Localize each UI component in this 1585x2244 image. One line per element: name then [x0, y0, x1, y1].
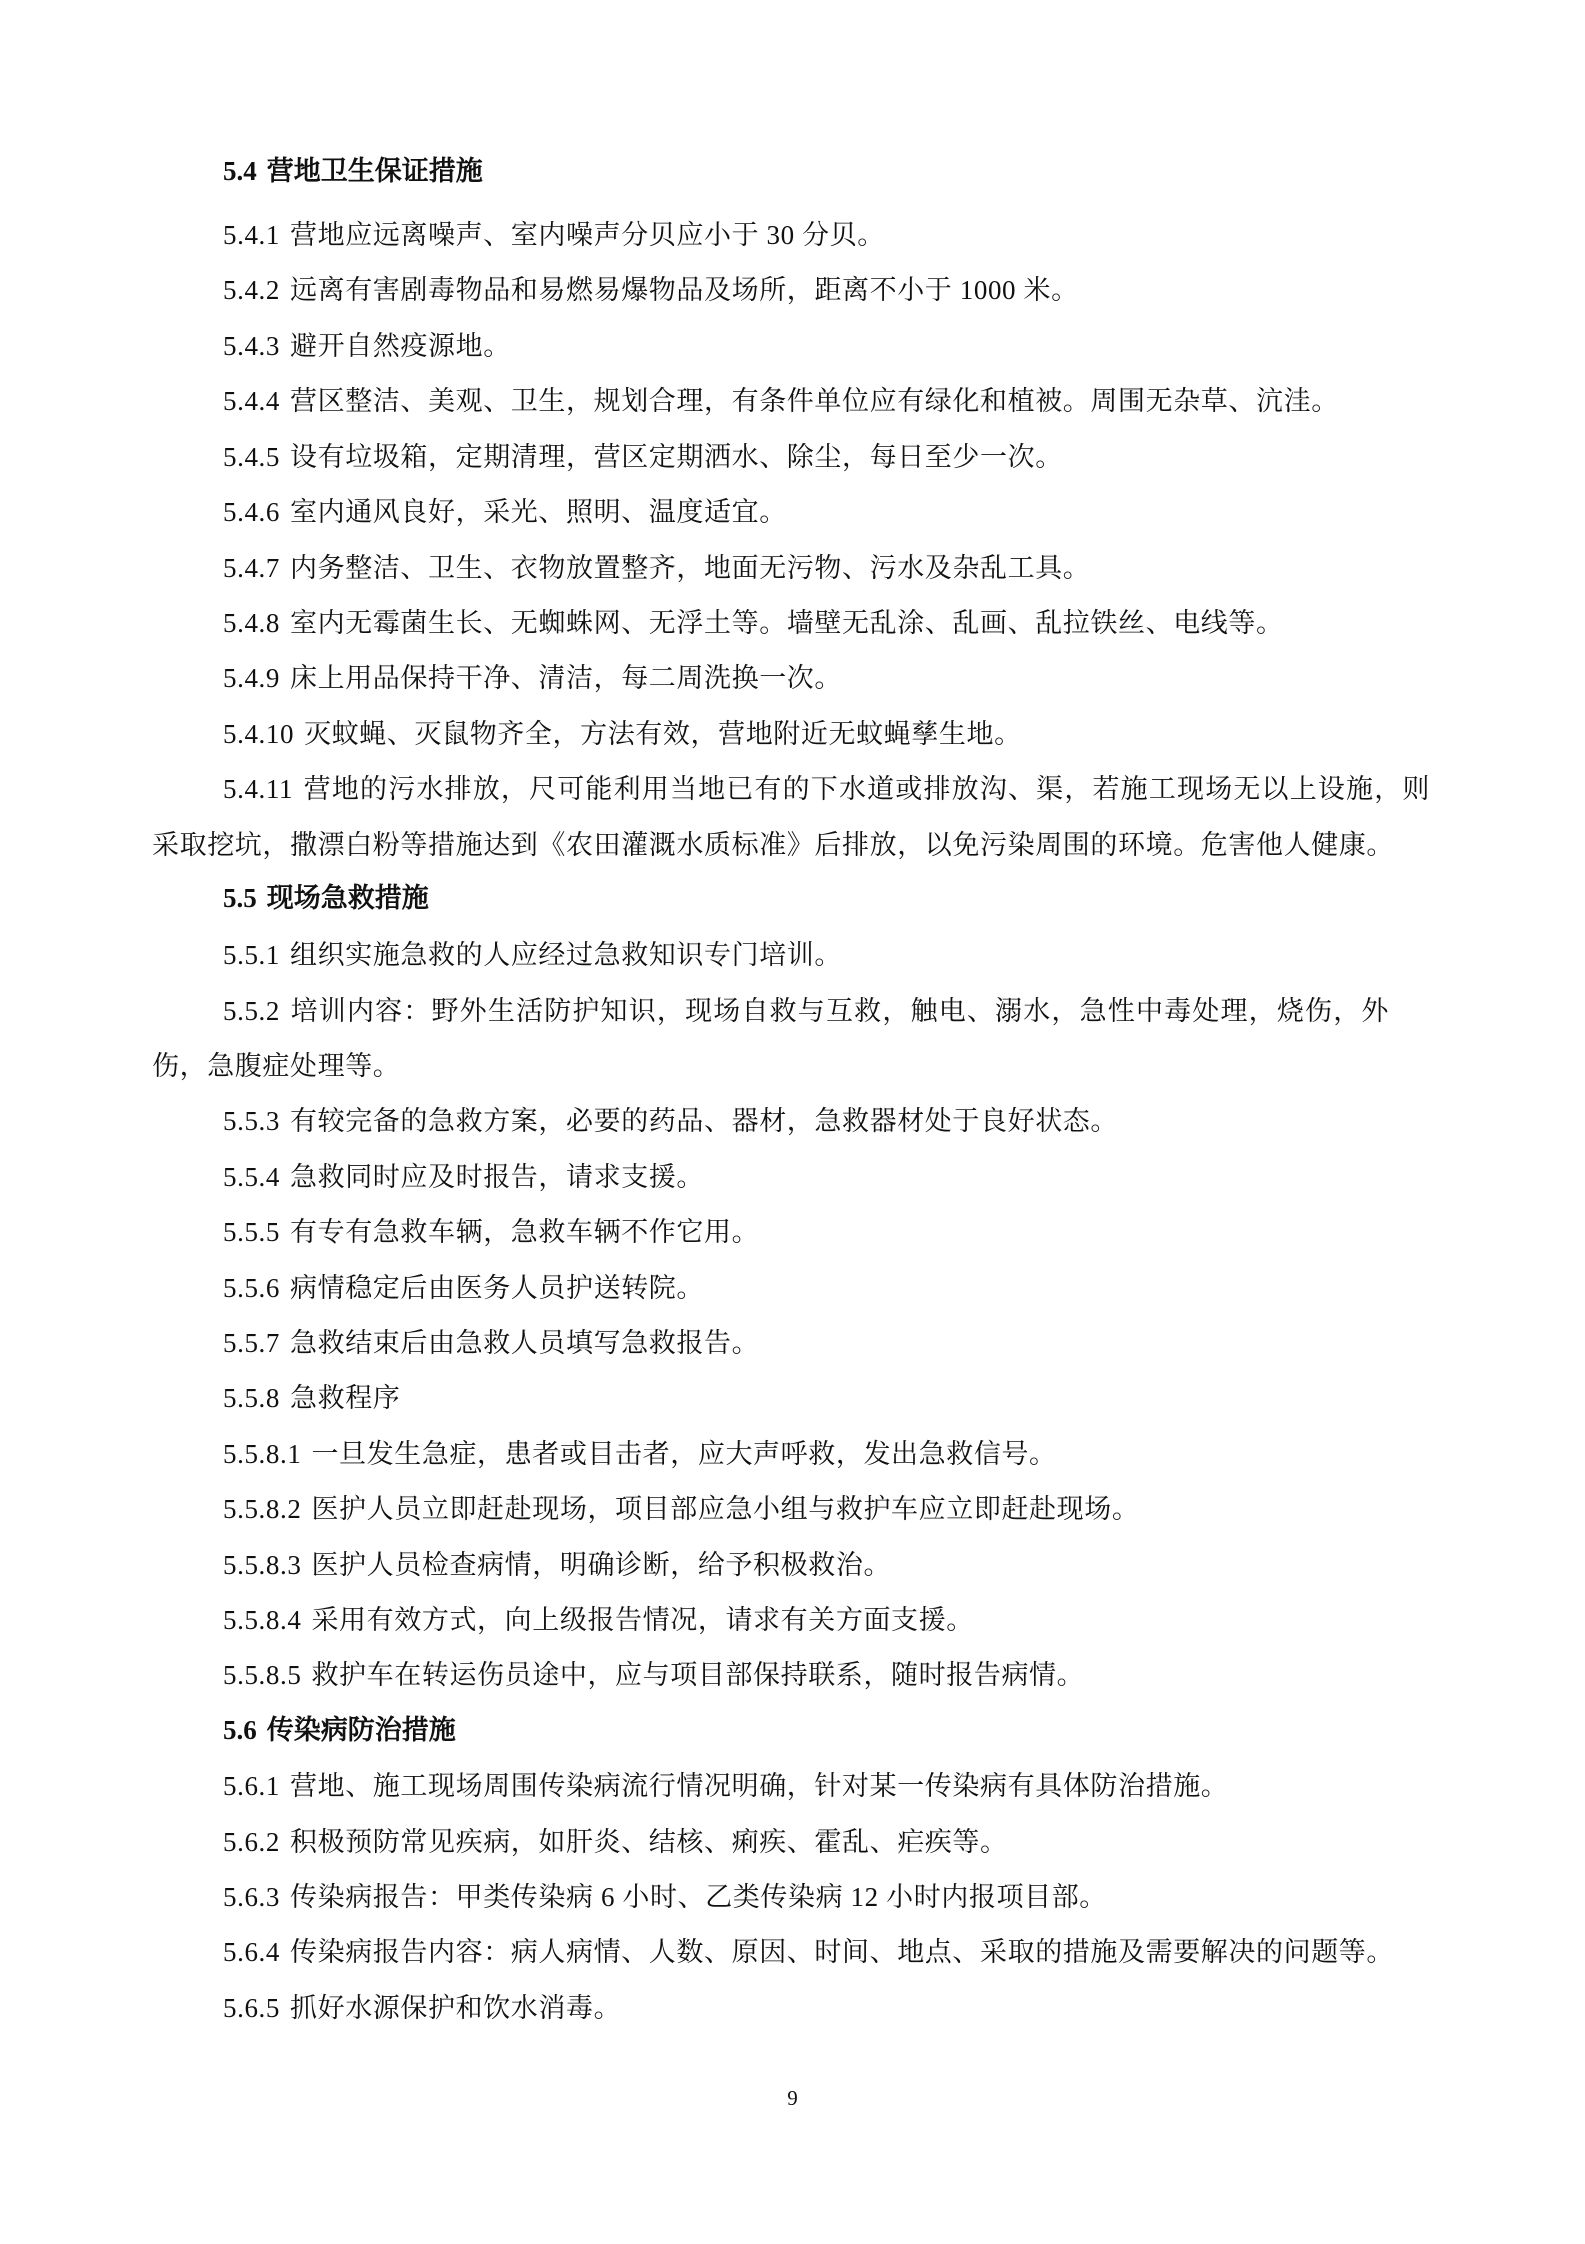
clause-text: 医护人员立即赶赴现场，项目部应急小组与救护车应立即赶赴现场。 — [311, 1494, 1140, 1524]
clause-5-4-9 — [223, 658, 842, 698]
clause-text: 远离有害剧毒物品和易燃易爆物品及场所，距离不小于 1000 米。 — [290, 275, 1079, 305]
clause-text: 急救同时应及时报告，请求支援。 — [290, 1162, 704, 1192]
clause-text-continuation: 采取挖坑，撒漂白粉等措施达到《农田灌溉水质标准》后排放，以免污染周围的环境。危害他人健康。 — [152, 830, 1394, 860]
clause-text: 救护车在转运伤员途中，应与项目部保持联系，随时报告病情。 — [311, 1660, 1085, 1690]
clause-number: 5.6.2 — [223, 1827, 280, 1857]
clause-5-5-2-line-2 — [152, 1046, 400, 1086]
clause-5-4-11-line-1 — [223, 769, 1430, 809]
clause-number: 5.5.8.3 — [223, 1550, 302, 1580]
section-title: 现场急救措施 — [266, 883, 429, 914]
clause-text: 内务整洁、卫生、衣物放置整齐，地面无污物、污水及杂乱工具。 — [290, 553, 1091, 583]
clause-5-4-11-line-2 — [152, 825, 1394, 865]
clause-number: 5.5.5 — [223, 1217, 280, 1247]
section-heading-5-4 — [223, 151, 483, 191]
clause-number: 5.6.5 — [223, 1993, 280, 2023]
clause-text: 避开自然疫源地。 — [290, 331, 511, 361]
clause-number: 5.4.5 — [223, 442, 280, 472]
clause-text: 医护人员检查病情，明确诊断，给予积极救治。 — [311, 1550, 892, 1580]
clause-text: 培训内容：野外生活防护知识，现场自救与互救，触电、溺水，急性中毒处理，烧伤，外 — [290, 996, 1389, 1026]
clause-text: 室内无霉菌生长、无蜘蛛网、无浮土等。墙壁无乱涂、乱画、乱拉铁丝、电线等。 — [290, 608, 1284, 638]
clause-number: 5.4.6 — [223, 497, 280, 527]
clause-5-5-2-line-1 — [223, 991, 1389, 1031]
clause-text: 营地应远离噪声、室内噪声分贝应小于 30 分贝。 — [290, 220, 885, 250]
clause-5-5-8-1 — [223, 1434, 1057, 1474]
clause-number: 5.5.8.2 — [223, 1494, 302, 1524]
section-number: 5.6 — [223, 1715, 257, 1745]
clause-5-4-1 — [223, 215, 885, 255]
section-title: 传染病防治措施 — [266, 1715, 456, 1746]
clause-number: 5.4.2 — [223, 275, 280, 305]
clause-number: 5.5.2 — [223, 996, 280, 1026]
clause-5-4-4 — [223, 381, 1339, 421]
clause-number: 5.4.3 — [223, 331, 280, 361]
clause-5-5-8-3 — [223, 1545, 891, 1585]
clause-5-4-10 — [223, 714, 1022, 754]
clause-text: 营地的污水排放，尺可能利用当地已有的下水道或排放沟、渠，若施工现场无以上设施，则 — [303, 774, 1430, 804]
clause-text: 组织实施急救的人应经过急救知识专门培训。 — [290, 940, 842, 970]
clause-5-6-1 — [223, 1766, 1228, 1806]
clause-5-4-5 — [223, 437, 1063, 477]
clause-5-5-7 — [223, 1323, 759, 1363]
clause-number: 5.5.8 — [223, 1383, 280, 1413]
section-number: 5.5 — [223, 883, 257, 913]
clause-5-4-8 — [223, 603, 1284, 643]
clause-number: 5.4.4 — [223, 386, 280, 416]
clause-number: 5.4.7 — [223, 553, 280, 583]
clause-5-5-8 — [223, 1378, 400, 1418]
clause-5-4-3 — [223, 326, 511, 366]
clause-number: 5.4.10 — [223, 719, 295, 749]
clause-text: 有较完备的急救方案，必要的药品、器材，急救器材处于良好状态。 — [290, 1106, 1118, 1136]
clause-5-4-7 — [223, 548, 1090, 588]
page-number: 9 — [787, 2086, 798, 2110]
clause-number: 5.5.8.1 — [223, 1439, 302, 1469]
clause-text: 设有垃圾箱，定期清理，营区定期洒水、除尘，每日至少一次。 — [290, 442, 1063, 472]
clause-text: 急救结束后由急救人员填写急救报告。 — [290, 1328, 760, 1358]
clause-text: 抓好水源保护和饮水消毒。 — [290, 1993, 622, 2023]
clause-number: 5.5.8.4 — [223, 1605, 302, 1635]
clause-text: 室内通风良好，采光、照明、温度适宜。 — [290, 497, 787, 527]
section-heading-5-5 — [223, 878, 429, 918]
clause-text-continuation: 伤，急腹症处理等。 — [152, 1051, 401, 1081]
clause-number: 5.6.1 — [223, 1771, 280, 1801]
clause-5-6-3 — [223, 1877, 1107, 1917]
clause-number: 5.5.7 — [223, 1328, 280, 1358]
clause-number: 5.4.8 — [223, 608, 280, 638]
section-heading-5-6 — [223, 1710, 456, 1750]
clause-5-5-3 — [223, 1101, 1118, 1141]
clause-5-4-6 — [223, 492, 787, 532]
clause-5-5-1 — [223, 935, 842, 975]
clause-5-5-8-5 — [223, 1655, 1084, 1695]
clause-number: 5.6.4 — [223, 1937, 280, 1967]
clause-text: 积极预防常见疾病，如肝炎、结核、痢疾、霍乱、疟疾等。 — [290, 1827, 1008, 1857]
clause-number: 5.4.11 — [223, 774, 294, 804]
clause-number: 5.4.1 — [223, 220, 280, 250]
clause-text: 传染病报告内容：病人病情、人数、原因、时间、地点、采取的措施及需要解决的问题等。 — [290, 1937, 1394, 1967]
clause-number: 5.4.9 — [223, 663, 280, 693]
clause-number: 5.5.1 — [223, 940, 280, 970]
clause-text: 一旦发生急症，患者或目击者，应大声呼救，发出急救信号。 — [311, 1439, 1057, 1469]
clause-number: 5.6.3 — [223, 1882, 280, 1912]
clause-text: 营地、施工现场周围传染病流行情况明确，针对某一传染病有具体防治措施。 — [290, 1771, 1229, 1801]
clause-5-5-8-2 — [223, 1489, 1139, 1529]
clause-number: 5.5.6 — [223, 1273, 280, 1303]
clause-number: 5.5.4 — [223, 1162, 280, 1192]
clause-5-5-8-4 — [223, 1600, 974, 1640]
clause-number: 5.5.3 — [223, 1106, 280, 1136]
clause-5-6-5 — [223, 1988, 621, 2028]
section-title: 营地卫生保证措施 — [266, 156, 483, 187]
clause-5-5-5 — [223, 1212, 759, 1252]
clause-number: 5.5.8.5 — [223, 1660, 302, 1690]
clause-text: 急救程序 — [290, 1383, 401, 1413]
clause-text: 有专有急救车辆，急救车辆不作它用。 — [290, 1217, 760, 1247]
clause-text: 营区整洁、美观、卫生，规划合理，有条件单位应有绿化和植被。周围无杂草、沆洼。 — [290, 386, 1339, 416]
clause-text: 灭蚊蝇、灭鼠物齐全，方法有效，营地附近无蚊蝇孳生地。 — [304, 719, 1022, 749]
clause-5-6-2 — [223, 1822, 1008, 1862]
clause-text: 床上用品保持干净、清洁，每二周洗换一次。 — [290, 663, 842, 693]
clause-text: 传染病报告：甲类传染病 6 小时、乙类传染病 12 小时内报项目部。 — [290, 1882, 1107, 1912]
clause-5-4-2 — [223, 270, 1079, 310]
section-number: 5.4 — [223, 156, 257, 186]
clause-5-5-4 — [223, 1157, 704, 1197]
clause-5-5-6 — [223, 1268, 704, 1308]
clause-5-6-4 — [223, 1932, 1394, 1972]
clause-text: 病情稳定后由医务人员护送转院。 — [290, 1273, 704, 1303]
clause-text: 采用有效方式，向上级报告情况，请求有关方面支援。 — [311, 1605, 974, 1635]
